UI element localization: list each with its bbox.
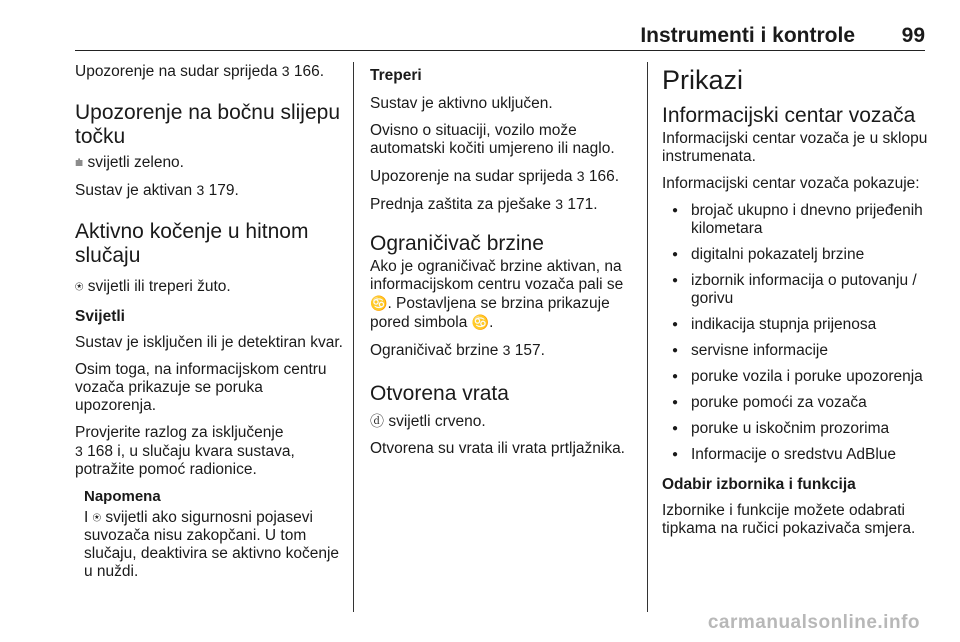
column-divider-1 [353,62,354,612]
section-heading-speed-limiter: Ograničivač brzine [370,232,544,255]
flash-paragraph-4: Prednja zaštita za pješake 3 171. [370,196,598,213]
subheading-menu-selection: Odabir izbornika i funkcija [662,476,856,493]
page-ref-arrow-icon: 3 [196,182,205,198]
header-rule [75,50,925,51]
list-item: ● Informacije o sredstvu AdBlue [662,446,930,464]
door-light-paragraph: ⓓ svijetli crveno. [370,413,486,430]
dic-bullet-list [662,202,930,464]
dic-paragraph-2: Informacijski centar vozača pokazuje: [662,175,920,192]
subheading-lights: Svijetli [75,308,125,325]
page-ref-arrow-icon: 3 [281,63,290,79]
side-blind-light-paragraph: ⩧ svijetli zeleno. [75,154,184,171]
column-2 [370,62,638,467]
list-item: ● poruke pomoći za vozača [662,394,930,412]
list-item: ● servisne informacije [662,342,930,360]
page-header-title: Instrumenti i kontrole [640,24,855,47]
brake-light-paragraph: ⍟ svijetli ili treperi žuto. [75,278,231,295]
flash-paragraph-2: Ovisno o situaciji, vozilo može automatski kočiti umjereno ili naglo. [370,122,615,157]
page-header [75,22,925,50]
list-item: ● brojač ukupno i dnevno prijeđenih kilometara [662,202,930,238]
speed-paragraph-1: Ako je ograničivač brzine aktivan, na informacijskom centru vozača pali se ♋. Postavljena se brzina prikazuje pored simbola ♋. [370,258,624,331]
note-box [75,488,343,581]
emergency-brake-icon: ⍟ [75,278,84,294]
page-number: 99 [901,24,925,47]
lights-paragraph-3: Provjerite razlog za isključenje 3 168 i, u slučaju kvara sustava, potražite pomoć radionice. [75,424,295,478]
door-paragraph-2: Otvorena su vrata ili vrata prtljažnika. [370,440,625,457]
page-ref-arrow-icon: 3 [75,443,83,459]
list-item: ● indikacija stupnja prijenosa [662,316,930,334]
page-ref-arrow-icon: 3 [555,196,564,212]
section-heading-driver-info-center: Informacijski centar vozača [662,104,916,127]
dic-paragraph-1: Informacijski centar vozača je u sklopu instrumenata. [662,130,928,165]
emergency-brake-icon: ⍟ [92,509,102,525]
page-ref-arrow-icon: 3 [502,342,511,358]
lights-paragraph-2: Osim toga, na informacijskom centru vozača prikazuje se poruka upozorenja. [75,361,327,414]
section-heading-side-blind: Upozorenje na bočnu slijepu točku [75,101,341,148]
watermark: carmanualsonline.info [707,612,920,633]
page-ref-link[interactable]: 179. [208,182,239,199]
page-ref-link[interactable]: 166. [588,168,620,185]
flash-paragraph-1: Sustav je aktivno uključen. [370,95,553,112]
column-1 [75,62,343,581]
section-heading-displays: Prikazi [662,65,744,95]
speed-paragraph-2: Ograničivač brzine 3 157. [370,342,545,359]
lights-paragraph-1: Sustav je isključen ili je detektiran kvar. [75,334,343,351]
open-door-icon: ⓓ [370,413,384,429]
list-item: ● poruke u iskočnim prozorima [662,420,930,438]
list-item: ● poruke vozila i poruke upozorenja [662,368,930,386]
side-blind-zone-icon: ⩧ [75,154,84,170]
column-divider-2 [647,62,648,612]
speed-limiter-icon: ♋ [370,295,388,311]
speed-limiter-icon: ♋ [471,314,490,330]
page-ref-link[interactable]: 166. [293,63,325,80]
note-text: I ⍟ svijetli ako sigurnosni pojasevi suvozača nisu zakopčani. U tom slučaju, deaktivira se aktivno kočenje u nuždi. [84,509,340,580]
flash-paragraph-3: Upozorenje na sudar sprijeda 3 166. [370,168,620,185]
page-ref-arrow-icon: 3 [576,168,585,184]
note-title: Napomena [84,488,161,505]
column-3 [662,62,930,547]
section-heading-open-door: Otvorena vrata [370,382,509,405]
menu-paragraph: Izbornike i funkcije možete odabrati tipkama na ručici pokazivača smjera. [662,502,916,537]
page-ref-link[interactable]: 171. [567,196,598,213]
intro-paragraph: Upozorenje na sudar sprijeda 3 166. [75,63,325,80]
list-item: ● digitalni pokazatelj brzine [662,246,930,264]
page-ref-link[interactable]: 157. [514,342,545,359]
page-ref-text: 168 i, u slučaju kvara sustava, potražite pomoć radionice. [75,443,295,478]
subheading-flashes: Treperi [370,67,422,84]
section-heading-emergency-braking: Aktivno kočenje u hitnom slučaju [75,220,309,267]
side-blind-active-paragraph: Sustav je aktivan 3 179. [75,182,239,199]
list-item: ● izbornik informacija o putovanju / gorivu [662,272,930,308]
